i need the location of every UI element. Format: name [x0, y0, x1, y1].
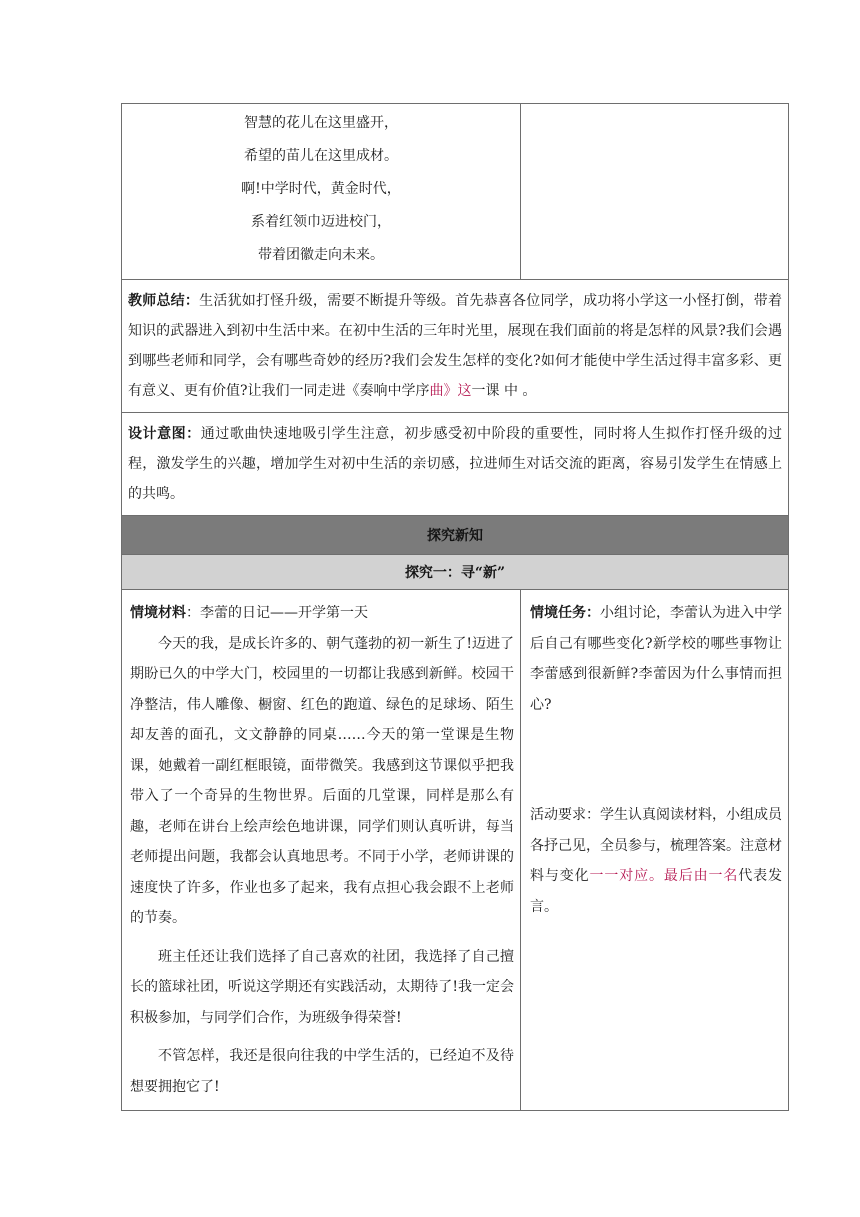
material-label: 情境材料: [130, 605, 186, 621]
poem-line: 系着红领巾迈进校门，: [251, 214, 391, 230]
poem-line: 智慧的花儿在这里盛开，: [244, 115, 398, 131]
material-paragraph: 班主任还让我们选择了自己喜欢的社团，我选择了自己擅长的篮球社团，听说这学期还有实践活动，太期待了!我一定会积极参加，与同学们合作，为班级争得荣誉!: [130, 948, 514, 1026]
lesson-plan-table: [121, 103, 789, 1111]
activity-text-end: 代表发言。: [530, 868, 782, 915]
section-header-row: [122, 516, 789, 555]
design-intent-cell: [122, 413, 789, 516]
teacher-summary-row: [122, 280, 789, 413]
material-title: ：李蕾的日记——开学第一天: [186, 605, 368, 621]
poem-line: 希望的苗儿在这里成材。: [244, 148, 398, 164]
material-paragraph: 今天的我，是成长许多的、朝气蓬勃的初一新生了!迈进了期盼已久的中学大门，校园里的一切都让我感到新鲜。校园干净整洁，伟人雕像、橱窗、红色的跑道、绿色的足球场、陌生却友善的面孔，文文静静的同桌……今天的第一堂课是生物课，她戴着一副红框眼镜，面带微笑。我感到这节课似乎把我带入了一个奇异的生物世界。后面的几堂课，同样是那么有趣，老师在讲台上绘声绘色地讲课，同学们则认真听讲，每当老师提出问题，我都会认真地思考。不同于小学，老师讲课的速度快了许多，作业也多了起来，我有点担心我会跟不上老师的节奏。: [130, 635, 514, 926]
poem-cell: [122, 104, 521, 280]
task-cell: [521, 590, 789, 1111]
empty-cell: [521, 104, 789, 280]
teacher-summary-text: 生活犹如打怪升级，需要不断提升等级。首先恭喜各位同学，成功将小学这一小怪打倒，带着知识的武器进入到初中生活中来。在初中生活的三年时光里，展现在我们面前的将是怎样的风景?我们会遇到哪些老师和同学，会有哪些奇妙的经历?我们会发生怎样的变化?如何才能使中学生活过得丰富多彩、更有意义、更有价值?让我们一同走进《奏响中学序: [128, 293, 783, 399]
task-text: 小组讨论，李蕾认为进入中学后自己有哪些变化?新学校的哪些事物让李蕾感到很新鲜?李蕾因为什么事情而担心?: [530, 605, 782, 713]
design-intent-row: [122, 413, 789, 516]
poem-row: [122, 104, 789, 280]
teacher-summary-label: 教师总结：: [128, 293, 200, 309]
design-intent-text: 通过歌曲快速地吸引学生注意，初步感受初中阶段的重要性，同时将人生拟作打怪升级的过程，激发学生的兴趣，增加学生对初中生活的亲切感，拉进师生对话交流的距离，容易引发学生在情感上的共鸣。: [128, 426, 783, 502]
teacher-summary-cell: [122, 280, 789, 413]
subsection-title: 探究一：寻“新”: [122, 555, 789, 590]
section-title: 探究新知: [122, 516, 789, 555]
material-paragraph: 不管怎样，我还是很向往我的中学生活的，已经迫不及待想要拥抱它了!: [130, 1048, 514, 1095]
material-cell: [122, 590, 521, 1111]
subsection-header-row: [122, 555, 789, 590]
activity-highlight: 一一对应。最后由一名: [589, 868, 739, 884]
design-intent-label: 设计意图：: [128, 426, 201, 442]
teacher-summary-text-end: 一课 中 。: [471, 383, 537, 399]
activity-text: 活动要求：学生认真阅读材料，小组成员各抒己见，全员参与，梳理答案。注意材料与变化: [530, 807, 782, 884]
task-label: 情境任务：: [530, 605, 600, 621]
material-task-row: [122, 590, 789, 1111]
poem-line: 啊!中学时代，黄金时代，: [241, 181, 401, 197]
teacher-summary-highlight: 曲》这: [429, 383, 472, 399]
poem-line: 带着团徽走向未来。: [258, 247, 384, 263]
